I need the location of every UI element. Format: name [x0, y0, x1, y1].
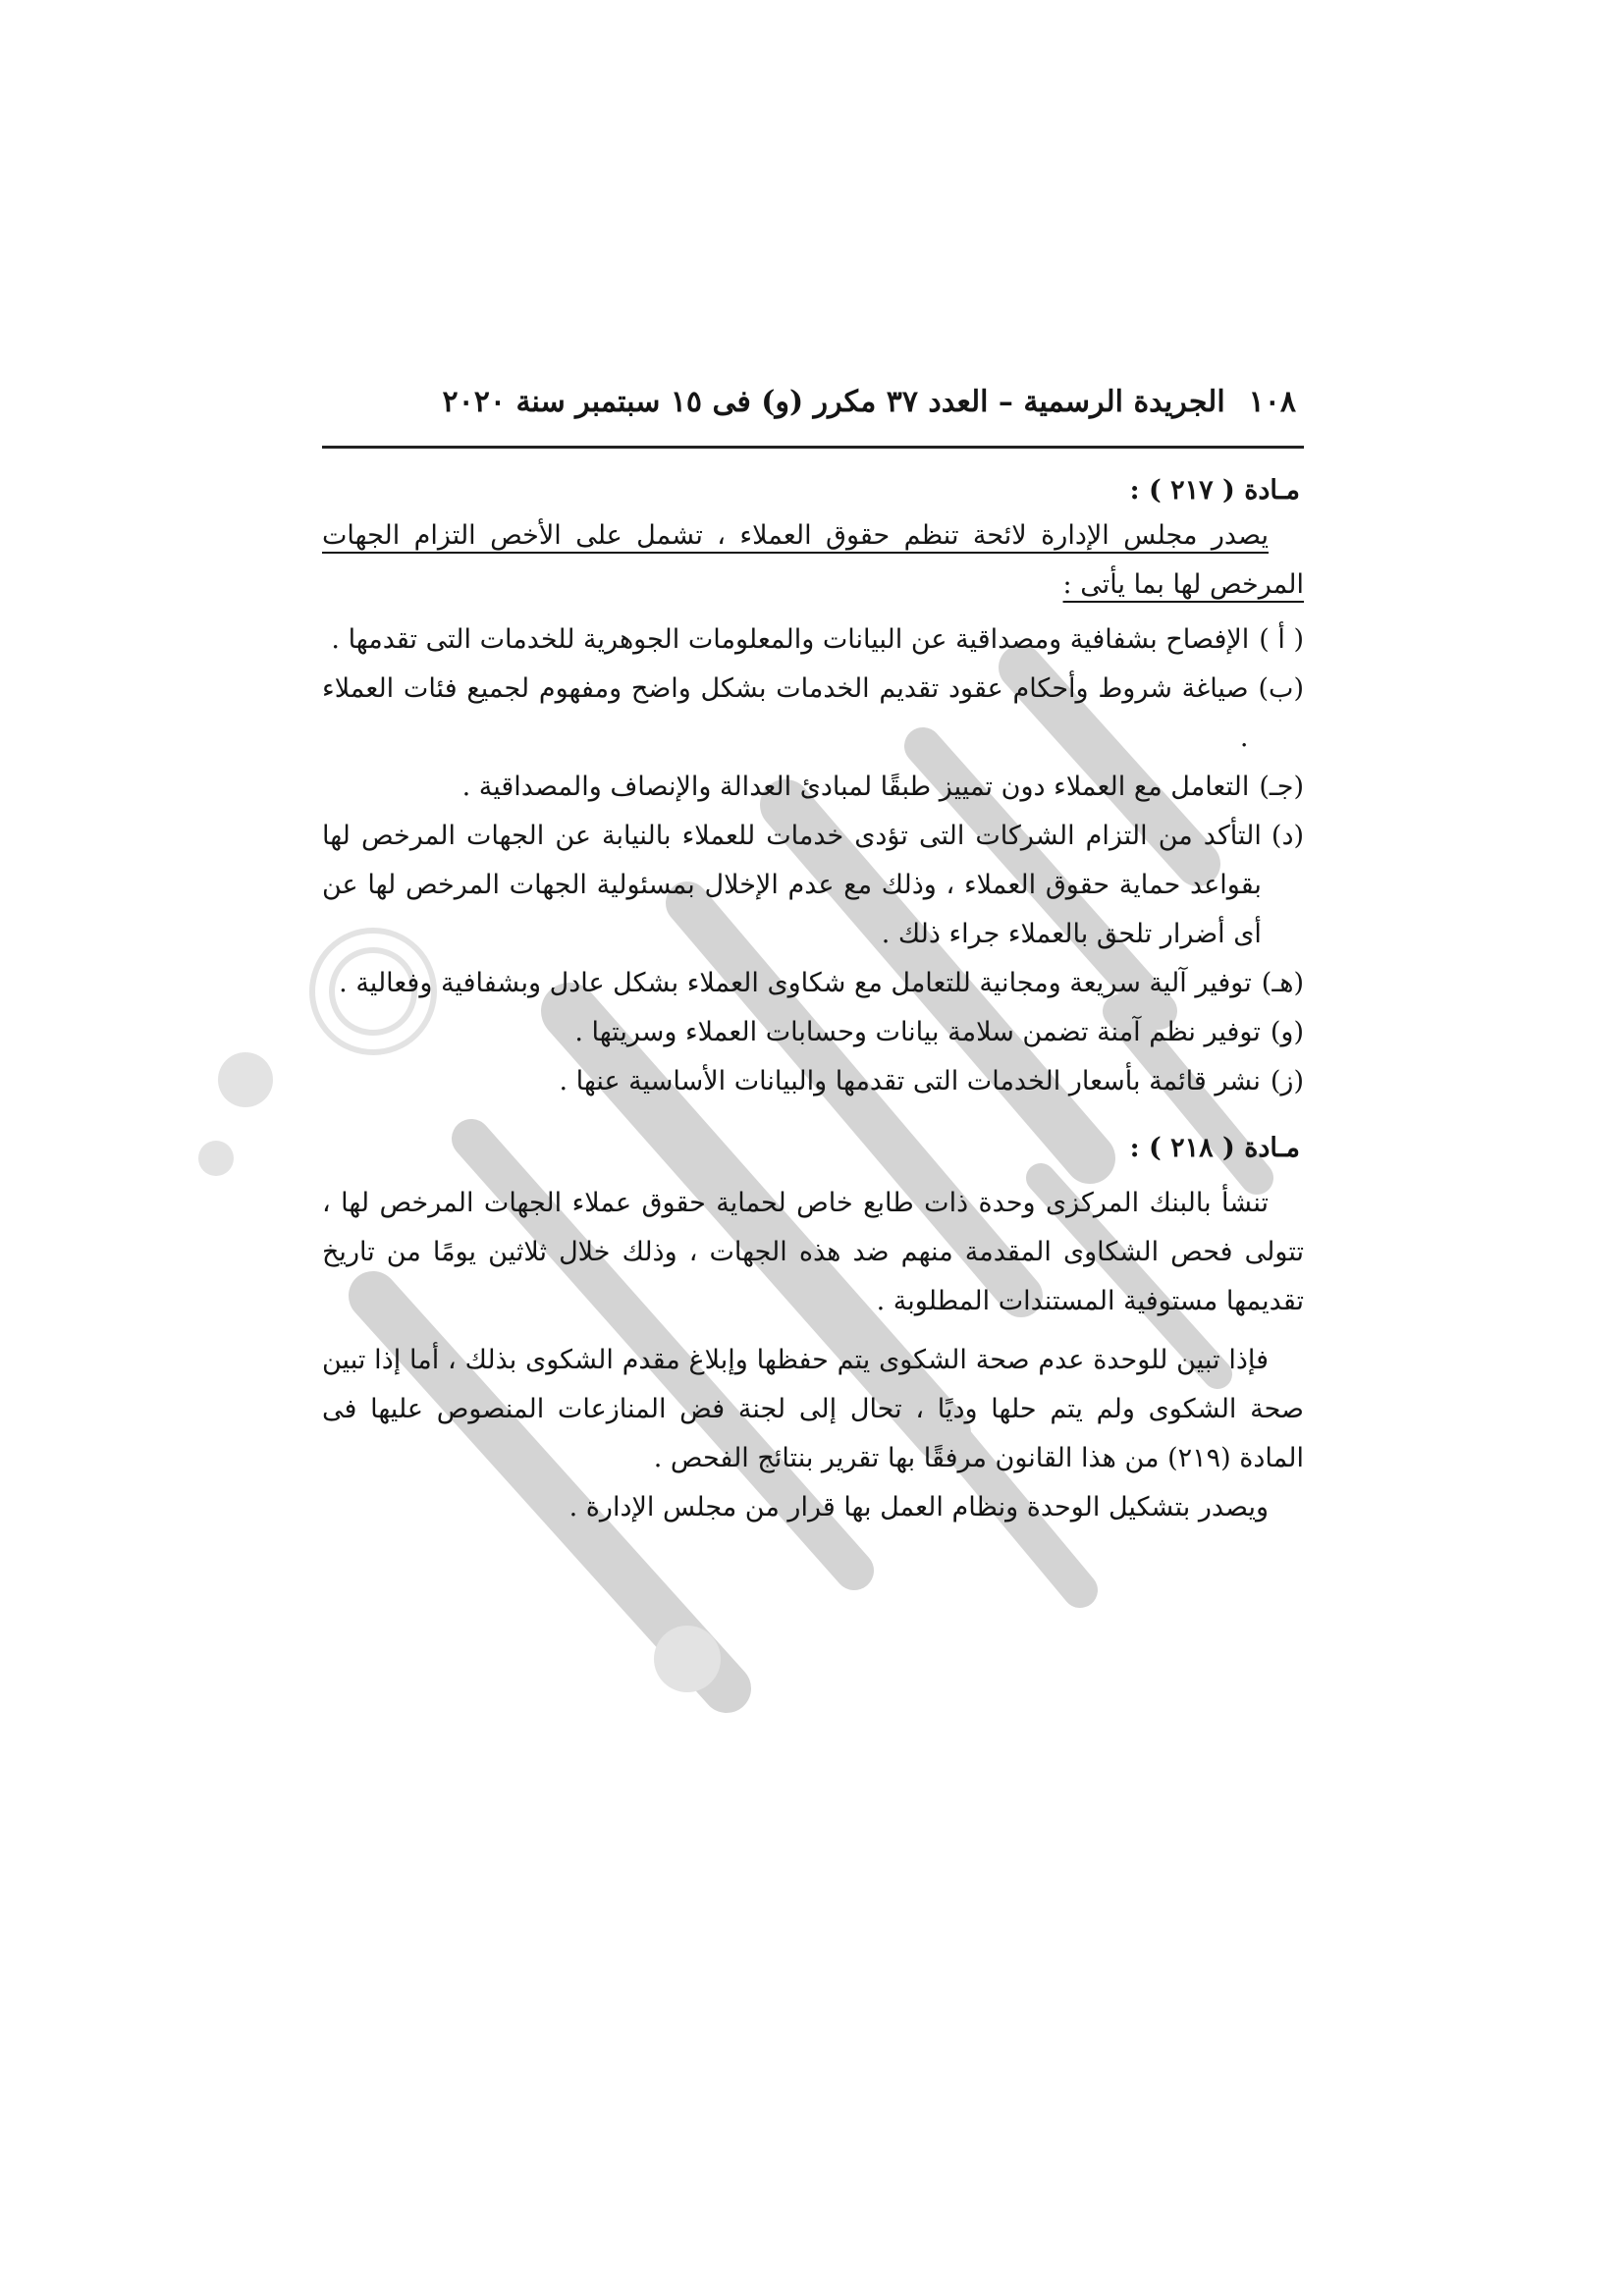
- clause-e-text: توفير آلية سريعة ومجانية للتعامل مع شكاوى العملاء بشكل عادل وبشفافية وفعالية .: [339, 968, 1252, 998]
- clause-d-text: التأكد من التزام الشركات التى تؤدى خدمات للعملاء بالنيابة عن الجهات المرخص لها بقواعد حماية حقوق العملاء ، وذلك مع عدم الإخلال بمسئولية الجهات المرخص لها عن أى أضرار تلحق بالعملاء جراء ذلك .: [322, 821, 1262, 949]
- page-number: ١٠٨: [1248, 385, 1296, 419]
- clause-d-label: (د): [1271, 821, 1304, 851]
- clause-c: [322, 763, 1304, 812]
- clause-e-label: (هـ): [1261, 968, 1304, 998]
- clause-f-text: توفير نظم آمنة تضمن سلامة بيانات وحسابات العملاء وسريتها .: [574, 1017, 1261, 1047]
- article-218-paragraph-2: فإذا تبين للوحدة عدم صحة الشكوى يتم حفظها وإبلاغ مقدم الشكوى بذلك ، أما إذا تبين صحة الشكوى ولم يتم حلها وديًا ، تحال إلى لجنة فض المنازعات المنصوص عليها فى المادة (٢١٩) من هذا القانون مرفقًا بها تقرير بنتائج الفحص .: [322, 1345, 1304, 1473]
- article-217-clauses: [322, 615, 1304, 1106]
- article-218-heading: مـادة ( ٢١٨ ) :: [1129, 1133, 1300, 1163]
- article-218-paragraph-3: ويصدر بتشكيل الوحدة ونظام العمل بها قرار من مجلس الإدارة .: [568, 1492, 1269, 1522]
- clause-a-label: ( أ ): [1259, 624, 1304, 655]
- clause-a-text: الإفصاح بشفافية ومصداقية عن البيانات والمعلومات الجوهرية للخدمات التى تقدمها .: [331, 624, 1250, 655]
- clause-g-label: (ز): [1270, 1066, 1304, 1096]
- clause-b: [322, 665, 1304, 763]
- article-218-paragraph-1: تنشأ بالبنك المركزى وحدة ذات طابع خاص لحماية حقوق عملاء الجهات المرخص لها ، تتولى فحص الشكاوى المقدمة منهم ضد هذه الجهات ، وذلك خلال ثلاثين يومًا من تاريخ تقديمها مستوفية المستندات المطلوبة .: [322, 1188, 1304, 1316]
- clause-b-label: (ب): [1258, 673, 1304, 704]
- clause-b-text: صياغة شروط وأحكام عقود تقديم الخدمات بشكل واضح ومفهوم لجميع فئات العملاء .: [322, 673, 1249, 753]
- clause-g-text: نشر قائمة بأسعار الخدمات التى تقدمها والبيانات الأساسية عنها .: [559, 1066, 1261, 1096]
- clause-e: [322, 959, 1304, 1008]
- clause-c-text: التعامل مع العملاء دون تمييز طبقًا لمبادئ العدالة والإنصاف والمصداقية .: [461, 772, 1250, 802]
- clause-g: [322, 1057, 1304, 1106]
- clause-f: [322, 1008, 1304, 1057]
- gazette-page: [322, 381, 1304, 1532]
- gazette-title: الجريدة الرسمية – العدد ٣٧ مكرر (و) فى ١٥ سبتمبر سنة ٢٠٢٠: [442, 385, 1225, 419]
- clause-c-label: (جـ): [1259, 772, 1304, 802]
- clause-f-label: (و): [1270, 1017, 1304, 1047]
- article-217-intro: يصدر مجلس الإدارة لائحة تنظم حقوق العملاء ، تشمل على الأخص التزام الجهات المرخص لها بما يأتى :: [322, 520, 1304, 600]
- running-header: [322, 381, 1304, 449]
- clause-d: [322, 812, 1304, 959]
- article-217-heading: مـادة ( ٢١٧ ) :: [1129, 475, 1300, 506]
- clause-a: [322, 615, 1304, 665]
